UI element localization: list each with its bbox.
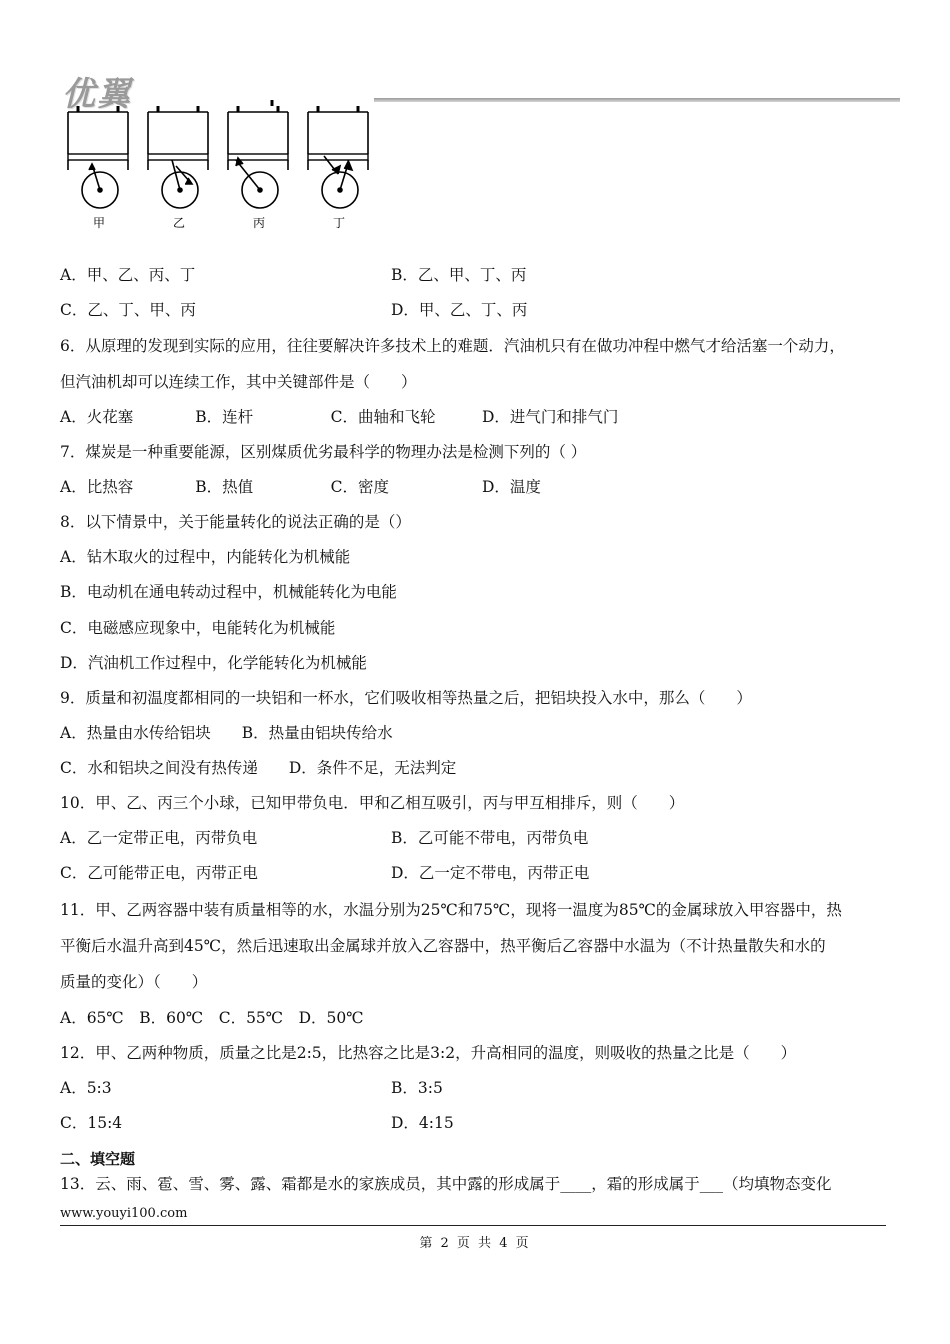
footer-rule [60,1225,886,1226]
q8-option-a: A．钻木取火的过程中，内能转化为机械能 [60,548,351,566]
q12-option-d: D．4:15 [391,1114,454,1132]
cylinder-ding [308,106,368,208]
q10-stem: 10．甲、乙、丙三个小球，已知甲带负电．甲和乙相互吸引，丙与甲互相排斥，则（ ） [60,794,685,812]
footer-url: www.youyi100.com [60,1206,188,1221]
q7-stem: 7．煤炭是一种重要能源，区别煤质优劣最科学的物理办法是检测下列的（ ） [60,443,587,461]
cylinder-jia [68,106,128,208]
label-ding: 丁 [333,216,346,230]
q11-stem-line2: 平衡后水温升高到45℃，然后迅速取出金属球并放入乙容器中，热平衡后乙容器中水温为（不计热量散失和水的 [60,937,826,955]
q8-stem: 8．以下情景中，关于能量转化的说法正确的是（） [60,513,411,531]
q6-stem-line1: 6．从原理的发现到实际的应用，往往要解决许多技术上的难题．汽油机只有在做功冲程中燃气才给活塞一个动力， [60,337,845,355]
q12-option-c: C．15:4 [60,1114,123,1132]
q5-option-d: D．甲、乙、丁、丙 [391,301,528,319]
q8-option-c: C．电磁感应现象中，电能转化为机械能 [60,619,336,637]
section-title-fill-in: 二、填空题 [60,1150,136,1168]
q5-option-c: C．乙、丁、甲、丙 [60,301,196,319]
header-rule [374,98,900,102]
q11-stem-line3: 质量的变化）（ ） [60,973,208,991]
q6-stem-line2: 但汽油机却可以连续工作，其中关键部件是（ ） [60,373,417,391]
q6-options: A．火花塞 B．连杆 C．曲轴和飞轮 D．进气门和排气门 [60,408,619,426]
q9-options-ab: A．热量由水传给铝块 B．热量由铝块传给水 [60,724,393,742]
q9-stem: 9．质量和初温度都相同的一块铝和一杯水，它们吸收相等热量之后，把铝块投入水中，那么（ ） [60,689,752,707]
cylinder-yi [148,106,208,208]
q13-stem-line1: 13．云、雨、雹、雪、雾、露、霜都是水的家族成员，其中露的形成属于____，霜的形成属于___（均填物态变化 [60,1175,832,1193]
q5-options-row2 [60,300,528,320]
engine-strokes-figure [60,100,390,235]
q8-option-b: B．电动机在通电转动过程中，机械能转化为电能 [60,583,397,601]
q5-option-b: B．乙、甲、丁、丙 [391,266,527,284]
q10-option-a: A．乙一定带正电，丙带负电 [60,829,258,847]
q12-option-a: A．5:3 [60,1079,112,1097]
q5-options-row1 [60,265,527,285]
q10-options-row1 [60,828,589,848]
label-bing: 丙 [253,216,266,230]
label-yi: 乙 [173,216,186,230]
q10-options-row2 [60,863,590,883]
page-number: 第 2 页 共 4 页 [419,1236,531,1251]
q8-option-d: D．汽油机工作过程中，化学能转化为机械能 [60,654,367,672]
q10-option-c: C．乙可能带正电，丙带正电 [60,864,258,882]
q12-options-row1 [60,1078,443,1098]
cylinder-bing [228,100,288,208]
logo: 优翼 [62,74,132,113]
q12-option-b: B．3:5 [391,1079,443,1097]
q7-options: A．比热容 B．热值 C．密度 D．温度 [60,478,541,496]
q10-option-d: D．乙一定不带电，丙带正电 [391,864,590,882]
q12-stem: 12．甲、乙两种物质，质量之比是2:5，比热容之比是3:2，升高相同的温度，则吸收的热量之比是（ ） [60,1044,797,1062]
q11-stem-line1: 11．甲、乙两容器中装有质量相等的水，水温分别为25℃和75℃，现将一温度为85℃的金属球放入甲容器中，热 [60,901,842,919]
q10-option-b: B．乙可能不带电，丙带负电 [391,829,589,847]
label-jia: 甲 [93,216,106,230]
q11-options: A．65℃ B．60℃ C．55℃ D．50℃ [60,1009,364,1027]
q5-option-a: A．甲、乙、丙、丁 [60,266,196,284]
q9-options-cd: C．水和铝块之间没有热传递 D．条件不足，无法判定 [60,759,457,777]
q12-options-row2 [60,1113,454,1133]
